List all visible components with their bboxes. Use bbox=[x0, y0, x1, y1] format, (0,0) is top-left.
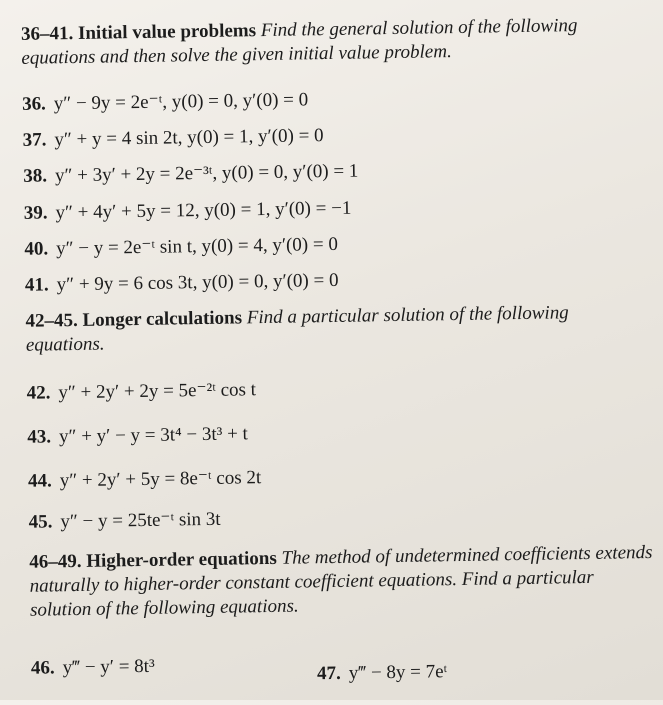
problem-number: 45. bbox=[28, 511, 53, 533]
problem-39 bbox=[24, 197, 352, 226]
problem-43 bbox=[27, 422, 248, 449]
section-title: Initial value problems bbox=[77, 20, 257, 44]
section-higher-order-equations bbox=[29, 541, 655, 623]
problem-equation: y″ + 2y′ + 2y = 5e⁻²ᵗ cos t bbox=[58, 379, 257, 404]
problem-41 bbox=[25, 269, 339, 298]
section-description: Find a particular solution of the following equations. bbox=[25, 302, 569, 356]
section-description: Find the general solution of the following equations and then solve the given initial value problem. bbox=[21, 15, 578, 69]
section-number: 46–49. bbox=[29, 550, 82, 573]
problem-44 bbox=[28, 466, 262, 494]
problem-42 bbox=[26, 378, 256, 406]
section-title: Higher-order equations bbox=[86, 547, 277, 572]
problem-equation: y″ + 3y′ + 2y = 2e⁻³ᵗ, y(0) = 0, y′(0) = 1 bbox=[54, 160, 359, 187]
problem-equation: y″ − 9y = 2e⁻ᵗ, y(0) = 0, y′(0) = 0 bbox=[53, 89, 309, 115]
problem-37 bbox=[22, 124, 323, 153]
section-longer-calculations bbox=[25, 300, 651, 358]
problem-equation: y″ + y′ − y = 3t⁴ − 3t³ + t bbox=[58, 423, 249, 448]
problem-number: 43. bbox=[27, 426, 52, 448]
section-description: The method of undetermined coefficients extends naturally to higher-order constant coefficient equations. Find a particular solution of the following equations. bbox=[29, 541, 653, 621]
problem-equation: y‴ − y′ = 8t³ bbox=[62, 655, 155, 679]
problem-number: 47. bbox=[316, 662, 341, 685]
section-title: Longer calculations bbox=[82, 307, 243, 331]
problem-number: 42. bbox=[26, 382, 51, 404]
problem-equation: y‴ − 8y = 7eᵗ bbox=[348, 661, 448, 684]
problem-equation: y″ − y = 2e⁻ᵗ sin t, y(0) = 4, y′(0) = 0 bbox=[55, 233, 339, 260]
problem-number: 38. bbox=[23, 165, 48, 187]
problem-equation: y″ + 4y′ + 5y = 12, y(0) = 1, y′(0) = −1 bbox=[55, 197, 352, 224]
problem-equation: y″ + y = 4 sin 2t, y(0) = 1, y′(0) = 0 bbox=[54, 125, 324, 151]
problem-38 bbox=[23, 160, 358, 189]
problem-number: 41. bbox=[24, 274, 49, 296]
problem-equation: y″ + 2y′ + 5y = 8e⁻ᵗ cos 2t bbox=[59, 467, 262, 492]
problem-number: 46. bbox=[30, 657, 55, 679]
section-initial-value-problems bbox=[21, 13, 647, 71]
problem-45 bbox=[28, 508, 220, 535]
problem-equation: y″ + 9y = 6 cos 3t, y(0) = 0, y′(0) = 0 bbox=[56, 269, 339, 296]
problem-number: 44. bbox=[27, 470, 52, 492]
problem-number: 40. bbox=[24, 238, 49, 260]
section-number: 42–45. bbox=[25, 309, 78, 332]
problem-46 bbox=[31, 655, 155, 681]
problem-number: 39. bbox=[23, 202, 48, 224]
section-number: 36–41. bbox=[20, 23, 74, 45]
problem-number: 36. bbox=[21, 93, 47, 115]
problem-number: 37. bbox=[22, 129, 47, 151]
problem-equation: y″ − y = 25te⁻ᵗ sin 3t bbox=[60, 508, 221, 533]
problem-40 bbox=[24, 233, 338, 262]
problem-36 bbox=[22, 88, 308, 116]
problem-47 bbox=[317, 660, 448, 686]
